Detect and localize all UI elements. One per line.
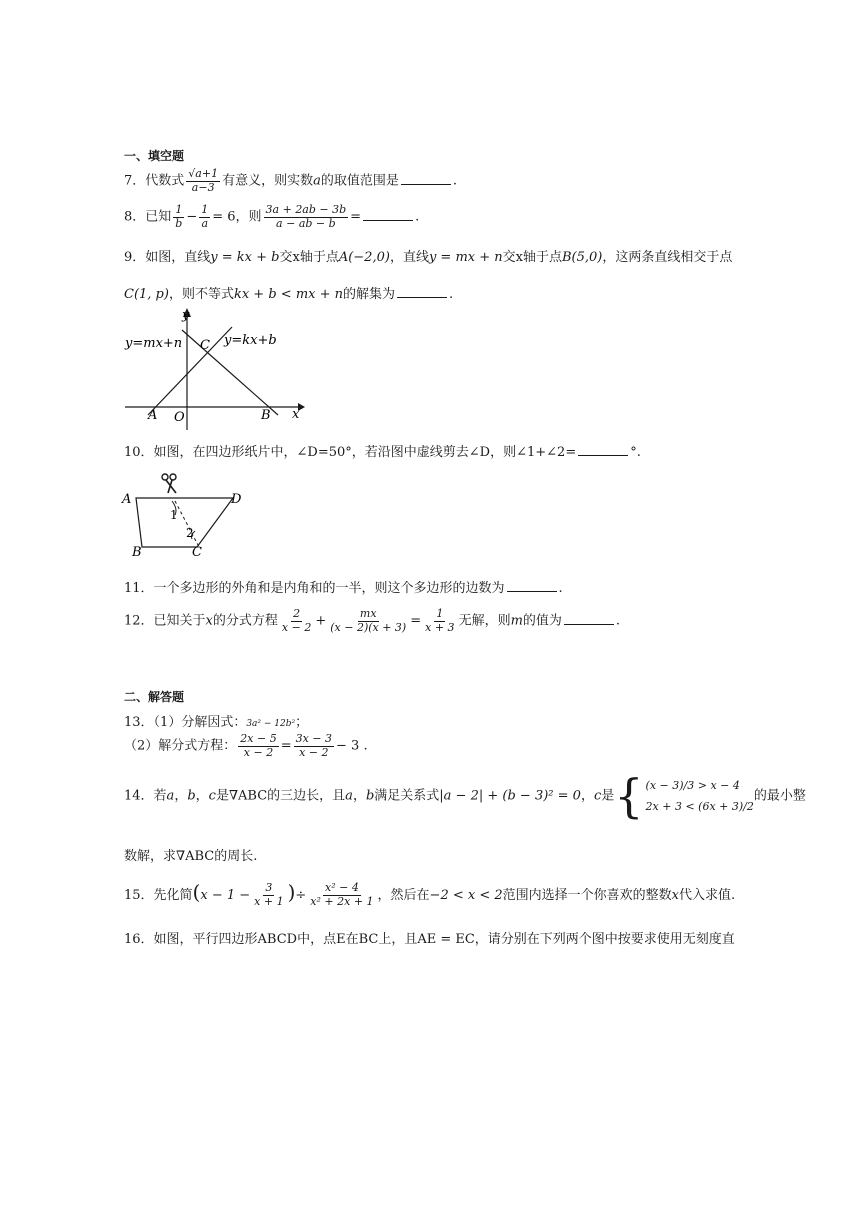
label-A: A [148, 408, 158, 423]
question-10: 10．如图，在四边形纸片中，∠D=50°，若沿图中虚线剪去∠D，则∠1+∠2= °. [124, 445, 641, 460]
section-title-solve: 二、解答题 [124, 690, 185, 704]
label-D: D [231, 492, 242, 507]
q14-inequality-system: { (x − 3)/3 > x − 4 2x + 3 < (6x + 3)/2 [614, 769, 754, 823]
q8-fraction-1: $\frac{1}{b}$ [175, 203, 183, 230]
q12-fraction-2: $\frac{mx}{(x - 2)(x + 3)}$ [330, 607, 407, 634]
q9-figure [120, 305, 310, 435]
label-y: y [182, 308, 190, 323]
question-13-part-1: 13．（1）分解因式：3a² − 12b²； [124, 715, 309, 730]
question-7: 7．代数式 $\frac{√a+1}{a-3}$ 有意义，则实数a的取值范围是 . [124, 167, 458, 194]
q12-fraction-3: $\frac{1}{x + 3}$ [425, 607, 455, 634]
section-title-fill-in: 一、填空题 [124, 149, 185, 163]
question-14-line-1: 14．若a，b，c是∇ABC的三边长，且a，b满足关系式|a − 2| + (b − 3)² = 0，c是 { (x − 3)/3 > x − 4 2x + 3 < (6x + 3)/2 的最小整 [124, 769, 806, 823]
label-C: C [192, 545, 202, 560]
q7-answer-blank[interactable] [401, 174, 451, 185]
quadrilateral [136, 498, 233, 547]
q10-answer-blank[interactable] [578, 445, 628, 456]
label-A: A [122, 492, 132, 507]
q8-answer-blank[interactable] [363, 210, 413, 221]
q8-fraction-3: $\frac{3a + 2ab - 3b}{a - ab - b}$ [265, 203, 347, 230]
q8-fraction-2: $\frac{1}{a}$ [201, 203, 209, 230]
q7-text-3: 的取值范围是 [320, 173, 399, 189]
q15-fraction-2: $\frac{\text{x² − 4}}{\text{x² + 2x + 1}}$ [310, 881, 374, 908]
label-O: O [174, 410, 185, 425]
label-B: B [261, 408, 271, 423]
q12-fraction-1: $\frac{2}{x - 2}$ [281, 607, 312, 634]
q7-number: 7． [124, 173, 146, 189]
label-angle-1: 1 [170, 508, 178, 522]
q7-fraction: $\frac{√a+1}{a-3}$ [188, 167, 219, 194]
q9-answer-blank[interactable] [397, 287, 447, 298]
label-eq-mx-n: y=mx+n [125, 336, 183, 351]
question-14-line-2: 数解，求∇ABC的周长. [124, 849, 258, 864]
question-16: 16．如图，平行四边形ABCD中，点E在BC上，且AE = EC，请分别在下列两个图中按要求使用无刻度直 [124, 932, 735, 947]
q10-figure [120, 465, 250, 560]
label-eq-kx-b: y=kx+b [224, 333, 277, 348]
q13-fraction-2: $\frac{3x - 3}{x - 2}$ [295, 732, 333, 759]
label-angle-2: 2 [186, 526, 194, 540]
question-8: 8．已知 $\frac{1}{b}$ − $\frac{1}{a}$ = 6，则 $\frac{3a + 2ab - 3b}{a - ab - b}$ = . [124, 203, 420, 230]
q11-answer-blank[interactable] [507, 581, 557, 592]
question-11: 11．一个多边形的外角和是内角和的一半，则这个多边形的边数为 . [124, 581, 563, 596]
question-13-part-2: （2）解分式方程： $\frac{2x - 5}{x - 2}$ = $\frac{3x - 3}{x - 2}$ − 3 . [124, 732, 368, 759]
q7-text-2: 有意义，则实数 [222, 173, 314, 189]
q7-text-1: 代数式 [145, 173, 185, 189]
scissors-icon [162, 474, 176, 493]
q7-var: a [313, 173, 321, 189]
q8-number: 8． [124, 209, 146, 225]
label-C: C [200, 338, 210, 353]
question-9-line-1: 9．如图，直线y = kx + b交x轴于点A(−2,0)，直线y = mx + n交x轴于点B(5,0)，这两条直线相交于点 [124, 250, 733, 265]
label-B: B [132, 545, 142, 560]
question-9-line-2: C(1, p)，则不等式kx + b < mx + n的解集为 . [124, 287, 454, 302]
label-x: x [292, 407, 300, 422]
q13-fraction-1: $\frac{2x - 5}{x - 2}$ [240, 732, 277, 759]
question-12: 12．已知关于x的分式方程 $\frac{2}{x - 2}$ + $\frac{mx}{(x - 2)(x + 3)}$ = $\frac{1}{x + 3}$ 无解，则m的值为 . [124, 607, 621, 634]
q12-answer-blank[interactable] [564, 614, 614, 625]
question-15: 15．先化简(x − 1 − $\frac{3}{x + 1}$ )÷ $\frac{\text{x² − 4}}{\text{x² + 2x + 1}}$ ，然后在−2 < x < 2范围内选择一个你喜欢的整数x代入求值. [124, 880, 736, 908]
q15-fraction-1: $\frac{3}{x + 1}$ [254, 881, 284, 908]
